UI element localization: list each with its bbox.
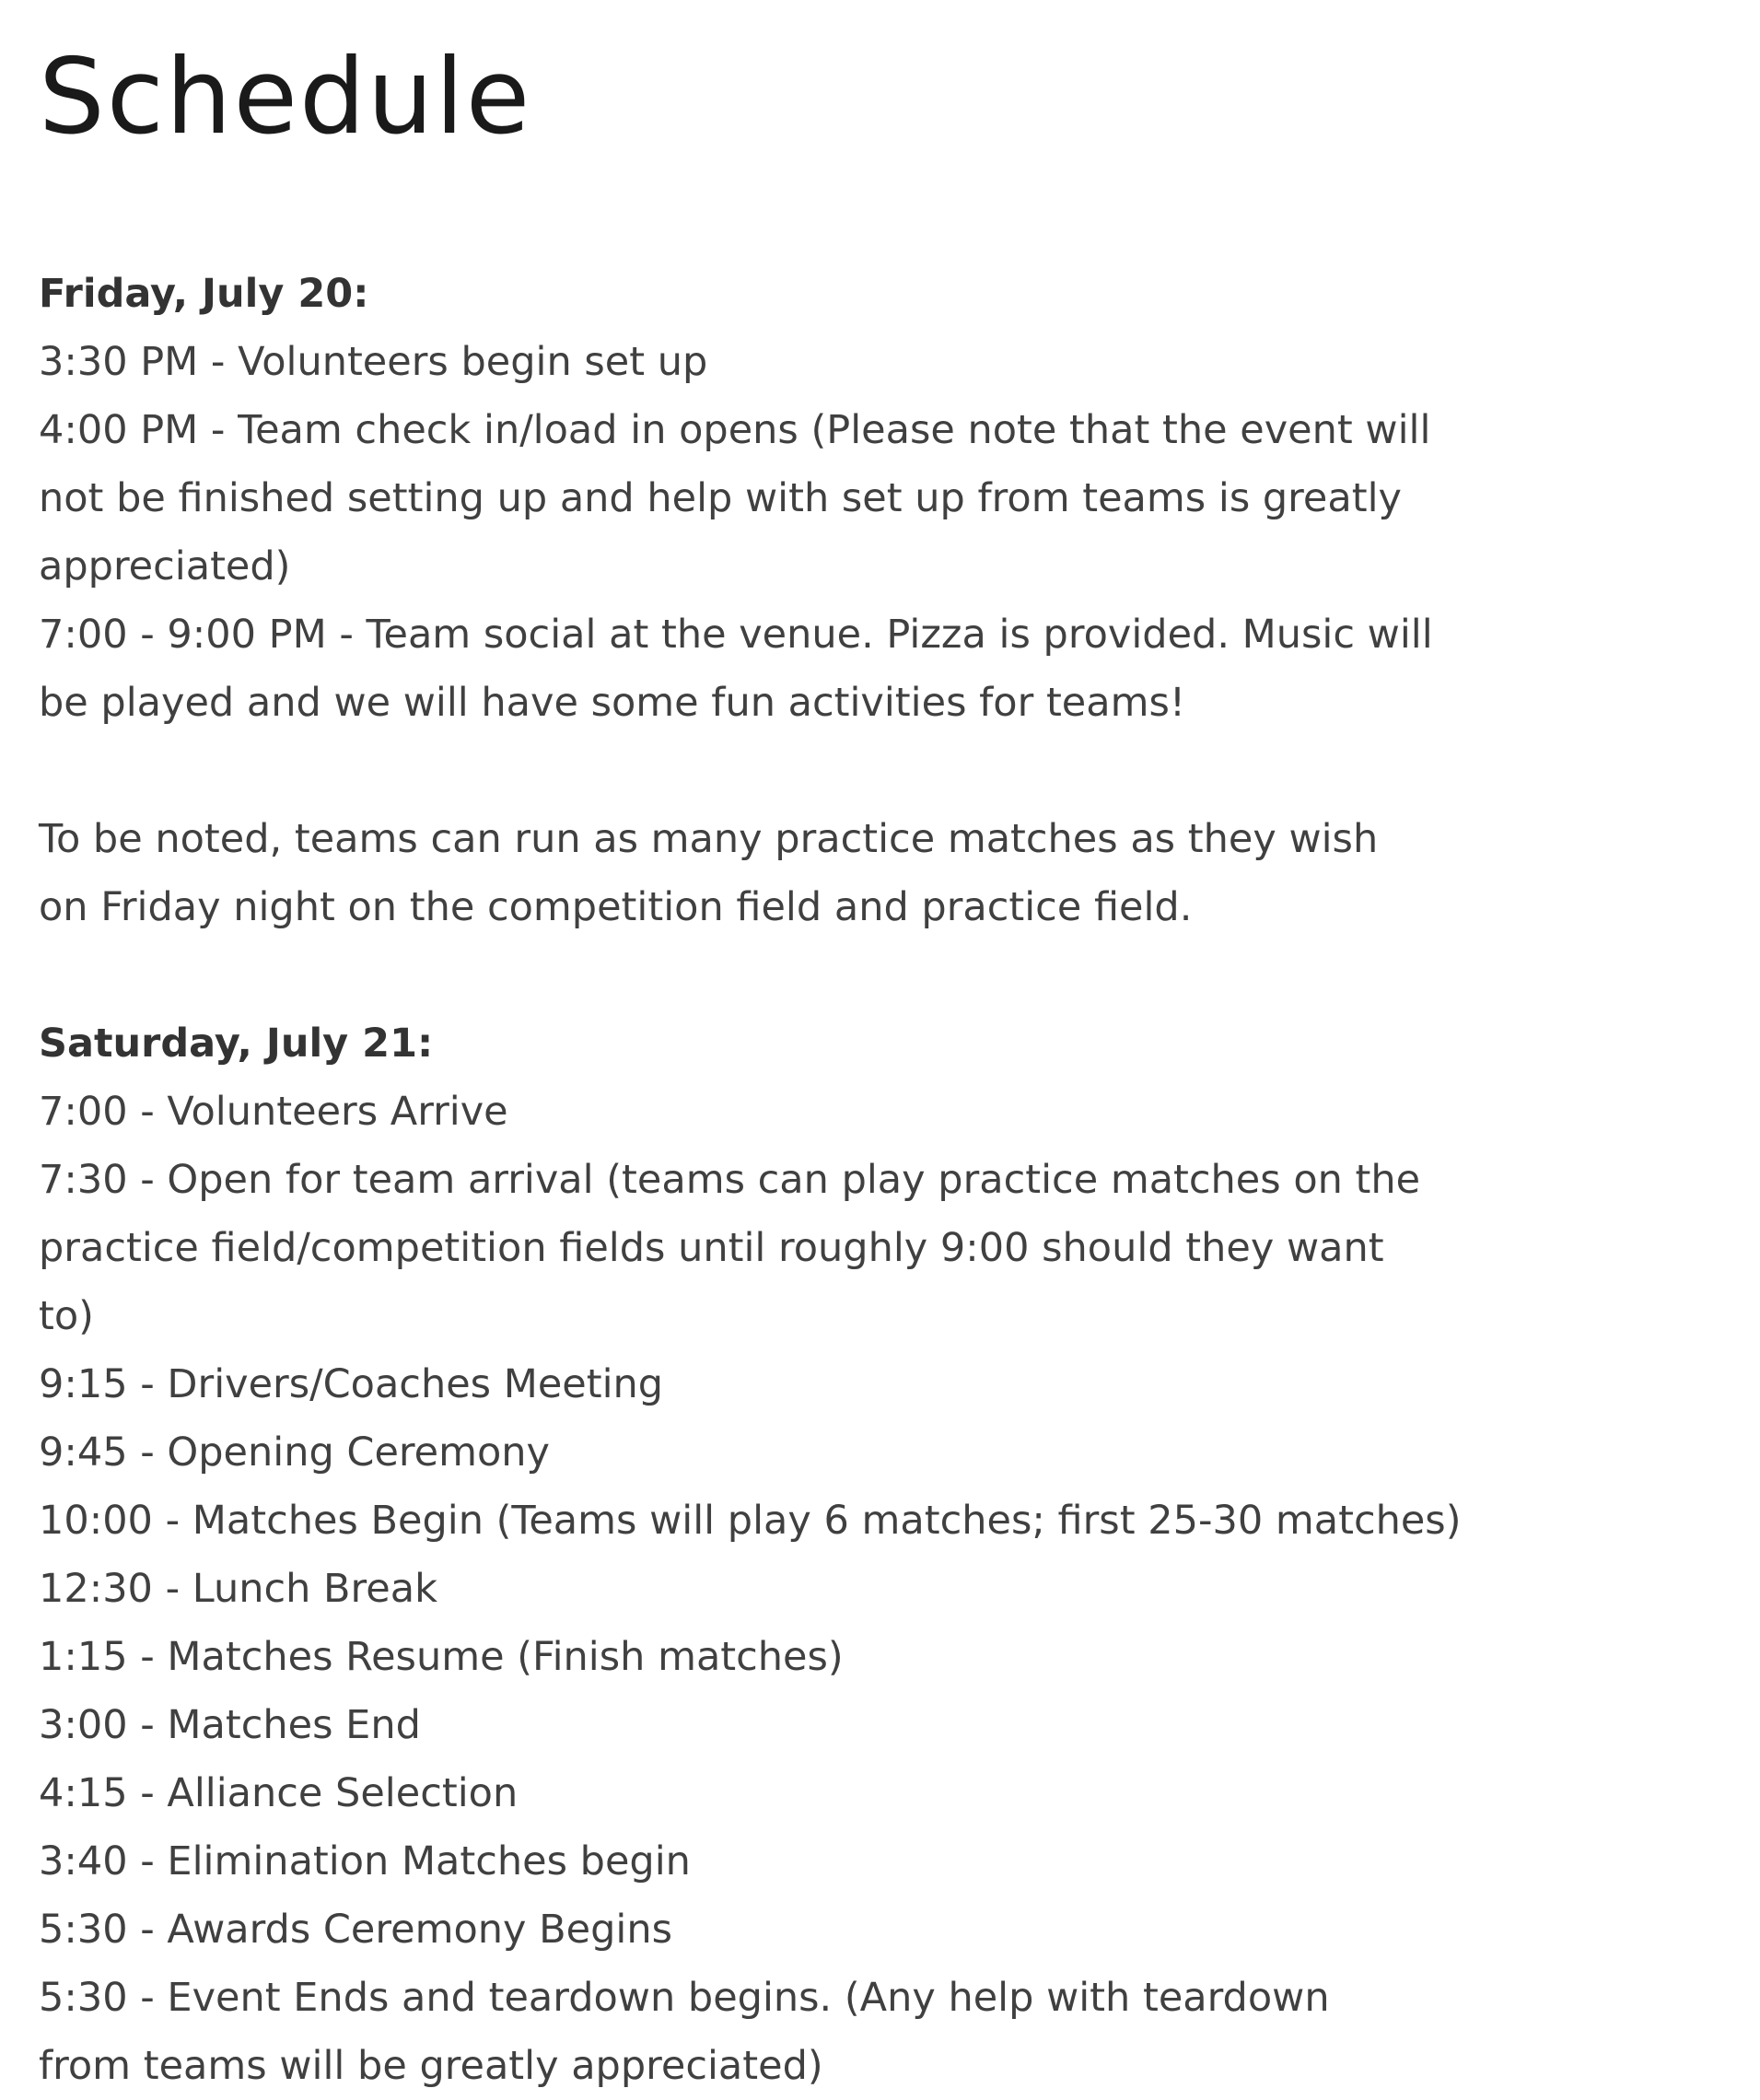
schedule-item: 9:15 - Drivers/Coaches Meeting [39, 1361, 664, 1407]
practice-note: To be noted, teams can run as many practice matches as they wish on Friday night on the competition field and practice field. [39, 816, 1379, 930]
spacer [39, 737, 1512, 805]
friday-heading: Friday, July 20: [39, 271, 369, 317]
schedule-item: 3:40 - Elimination Matches begin [39, 1838, 691, 1884]
schedule-item: 1:15 - Matches Resume (Finish matches) [39, 1634, 844, 1680]
schedule-item: 7:00 - Volunteers Arrive [39, 1089, 508, 1135]
friday-section [39, 260, 1512, 737]
schedule-item: 4:15 - Alliance Selection [39, 1770, 519, 1816]
spacer [39, 941, 1512, 1009]
schedule-item: 4:00 PM - Team check in/load in opens (Please note that the event will not be finished setting up and help with set up from teams is greatly appreciated) [39, 407, 1431, 589]
schedule-item: 7:00 - 9:00 PM - Team social at the venue. Pizza is provided. Music will be played and we will have some fun activities for teams! [39, 612, 1433, 726]
schedule-content [39, 260, 1512, 2100]
page-title: Schedule [39, 36, 532, 158]
schedule-item: 10:00 - Matches Begin (Teams will play 6 matches; first 25-30 matches) [39, 1498, 1462, 1544]
saturday-heading: Saturday, July 21: [39, 1021, 434, 1067]
schedule-item: 9:45 - Opening Ceremony [39, 1429, 550, 1476]
schedule-item: 3:00 - Matches End [39, 1702, 421, 1748]
schedule-item: 7:30 - Open for team arrival (teams can play practice matches on the practice field/competition fields until roughly 9:00 should they want to) [39, 1157, 1421, 1339]
schedule-item: 3:30 PM - Volunteers begin set up [39, 339, 708, 385]
saturday-section [39, 1009, 1512, 2100]
schedule-item: 12:30 - Lunch Break [39, 1566, 437, 1612]
schedule-page [39, 28, 1512, 2100]
schedule-item: 5:30 - Event Ends and teardown begins. (Any help with teardown from teams will be greatly appreciated) [39, 1975, 1330, 2089]
schedule-item: 5:30 - Awards Ceremony Begins [39, 1907, 672, 1953]
